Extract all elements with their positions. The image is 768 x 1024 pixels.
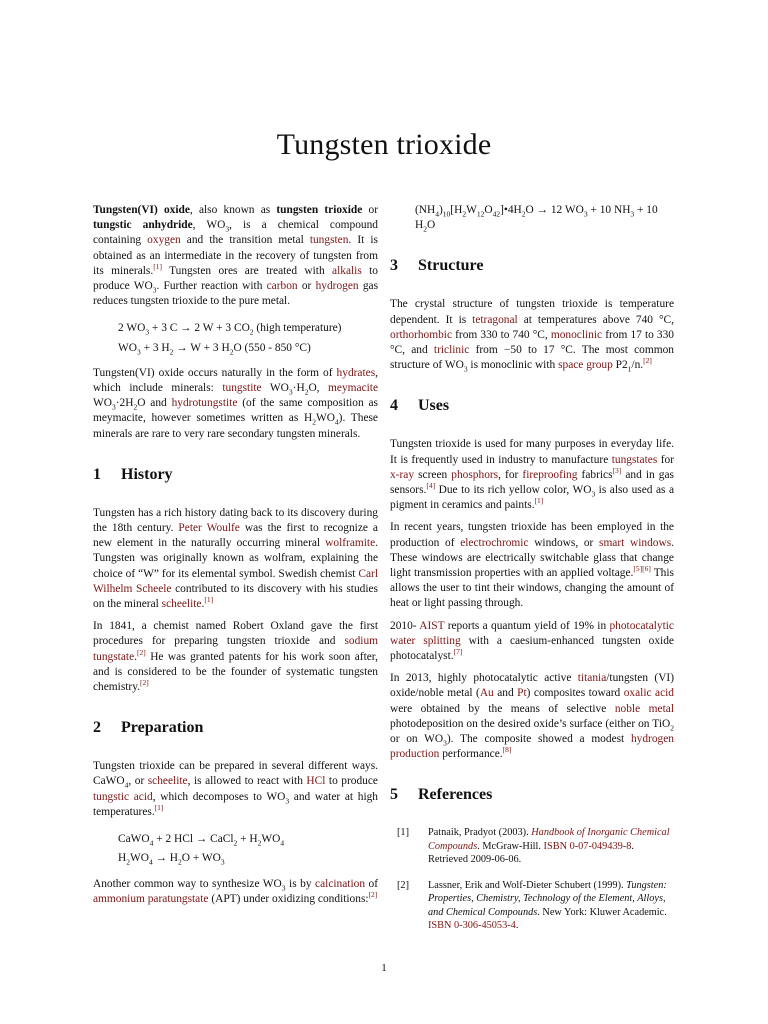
subscript: 3 [583, 209, 588, 219]
reference-item: [2] Lassner, Erik and Wolf-Dieter Schubert (1999). Tungsten: Properties, Chemistry, Technology of the Element, Alloys, and Chemical Compounds. New York: Kluwer Academic. ISBN 0-306-45053-4. [397, 879, 667, 932]
uses-paragraph: In recent years, tungsten trioxide has been employed in the production of electrochromic windows, or smart windows. These windows are electrically switchable glass that change light transmission properties with an applied voltage.[5][6] This allows the user to tint their windows, changing the amount of heat or light passing through. [390, 521, 674, 610]
preparation-paragraph: Tungsten trioxide can be prepared in several different ways. CaWO$_4$, or scheelite, is allowed to react with HCl to produce tungstic acid, which decomposes to $WO_3$ and water at high temperatures.[1] [93, 760, 378, 818]
subscript: 3 [220, 857, 225, 867]
wiki-link[interactable]: meymacite [328, 382, 379, 395]
subscript: 2 [133, 402, 138, 412]
wiki-link[interactable]: AIST [419, 619, 445, 632]
wiki-link[interactable]: scheelite [161, 598, 202, 611]
subscript: 2 [126, 857, 130, 867]
wiki-link[interactable]: scheelite [147, 775, 188, 788]
subscript: 3 [463, 364, 468, 374]
section-heading-uses: 4 Uses [390, 397, 450, 415]
subscript: 42 [492, 209, 501, 219]
wiki-link[interactable]: hydrogen [315, 280, 359, 293]
history-paragraph: Tungsten has a rich history dating back to its discovery during the 18th century. Peter Woulfe was the first to recognize a new element in the naturally occurring mineral wolframite. Tungsten was originally known as wolfram, explaining the choice of “W” for its elemental symbol. Swedish chemist Carl Wilhelm Scheele contributed to its discovery with his studies on the mineral scheelite.[1] [93, 506, 378, 611]
equation: $H_2WO_4 \to H_2O + WO_3$ [118, 852, 225, 867]
wiki-link[interactable]: space group [558, 359, 613, 372]
wiki-link[interactable]: wolframite [325, 537, 376, 550]
book-link[interactable]: Handbook of Inorganic Chemical Compounds [428, 827, 670, 852]
wiki-link[interactable]: ISBN 0-07-049439-8 [543, 840, 632, 852]
wiki-link[interactable]: carbon [266, 280, 298, 293]
subscript: 2 [423, 224, 427, 234]
citation-link[interactable]: [1] [204, 595, 214, 605]
subscript: 3 [285, 795, 290, 805]
bold-term: Tungsten(VI) oxide [93, 204, 190, 216]
wiki-link[interactable]: tetragonal [472, 313, 518, 326]
page-title: Tungsten trioxide [276, 128, 492, 162]
subscript: 2 [257, 838, 262, 848]
subscript: 3 [225, 224, 230, 234]
subscript: 2 [312, 417, 316, 427]
wiki-link[interactable]: phosphors [451, 468, 499, 481]
equation: $(NH_4)_{10}[H_2W_{12}O_{42}]•4H_2O \to 12$ $WO_3 + 10$ $NH_3 + 10$ $H_2O$ [415, 204, 658, 234]
wiki-link[interactable]: oxygen [147, 234, 181, 247]
wiki-link[interactable]: ammonium paratungstate [93, 892, 209, 905]
minerals-paragraph: Tungsten(VI) oxide occurs naturally in the form of hydrates, which include minerals: tungstite $WO_3\cdot H_2O$, meymacite $WO_3\cdot 2H_2O$ and hydrotungstite (of the same composition as meymacite, however sometimes written as $H_2WO_4$). These minerals are rare to very rare secondary tungsten minerals. [93, 366, 379, 440]
wiki-link[interactable]: Pt [517, 687, 527, 700]
subscript: 3 [288, 387, 293, 397]
wiki-link[interactable]: x-ray [390, 468, 415, 481]
subscript: 2 [229, 346, 234, 356]
citation-link[interactable]: [8] [502, 745, 512, 755]
subscript: 4 [280, 838, 285, 848]
citation-link[interactable]: [5][6] [633, 564, 651, 574]
citation-link[interactable]: [1] [153, 262, 162, 272]
subscript: 2 [169, 346, 174, 356]
italic-title: Tungsten: Properties, Chemistry, Technology of the Element, Alloys, and Chemical Compounds [428, 879, 667, 918]
uses-paragraph: Tungsten trioxide is used for many purposes in everyday life. It is frequently used in industry to manufacture tungstates for x-ray screen phosphors, for fireproofing fabrics[3] and in gas sensors.[4] Due to its rich yellow color, $WO_3$ is also used as a pigment in ceramics and paints.[1] [390, 438, 674, 512]
citation-link[interactable]: [1] [534, 496, 544, 506]
wiki-link[interactable]: titania [577, 672, 607, 685]
wiki-link[interactable]: hydrotungstite [171, 397, 238, 410]
section-heading-preparation: 2 Preparation [93, 719, 204, 737]
subscript: 2 [249, 327, 254, 337]
wiki-link[interactable]: tungsten [309, 234, 349, 247]
subscript: 10 [442, 209, 451, 219]
citation-link[interactable]: [2] [368, 889, 378, 899]
wiki-link[interactable]: tungstates [611, 453, 658, 466]
subscript: 4 [148, 857, 153, 867]
subscript: 2 [521, 209, 526, 219]
page-number: 1 [381, 962, 387, 974]
wiki-link[interactable]: tungstic acid [93, 790, 153, 803]
citation-link[interactable]: [7] [453, 647, 463, 657]
equation: $WO_3 + 3$ $H_2 \to W + 3$ $H_2O$ (550 - 850 °C) [118, 341, 311, 356]
history-paragraph: In 1841, a chemist named Robert Oxland gave the first procedures for preparing tungsten trioxide and sodium tungstate.[2] He was granted patents for his work soon after, and is considered to be the founder of systematic tungsten chemistry.[2] [93, 620, 378, 694]
wiki-link[interactable]: alkalis [332, 264, 362, 277]
uses-paragraph: In 2013, highly photocatalytic active titania/tungsten (VI) oxide/noble metal (Au and Pt) composites toward oxalic acid were obtained by the means of selective noble metal photodeposition on the desired oxide’s surface (either on TiO$_2$ or on $WO_3$). The composite showed a modest hydrogen production performance.[8] [390, 672, 675, 761]
wiki-link[interactable]: triclinic [433, 344, 470, 357]
citation-link[interactable]: [4] [426, 481, 436, 491]
wiki-link[interactable]: Au [479, 687, 494, 700]
subscript: 3 [591, 489, 596, 499]
wiki-link[interactable]: oxalic acid [623, 687, 674, 700]
citation-link[interactable]: [2] [136, 647, 146, 657]
wiki-link[interactable]: noble metal [614, 702, 674, 715]
subscript: 3 [281, 882, 286, 892]
wiki-link[interactable]: monoclinic [550, 328, 603, 341]
subscript: 3 [630, 209, 635, 219]
wiki-link[interactable]: hydrates [336, 366, 376, 379]
subscript: 4 [149, 838, 154, 848]
subscript: 2 [670, 723, 674, 733]
wiki-link[interactable]: Carl Wilhelm Scheele [93, 567, 378, 595]
wiki-link[interactable]: sodium tungstate [93, 635, 378, 663]
citation-link[interactable]: [2] [643, 356, 652, 366]
wiki-link[interactable]: Peter Woulfe [178, 522, 240, 535]
subscript: 3 [136, 346, 141, 356]
subscript: 2 [462, 209, 467, 219]
subscript: 3 [111, 402, 116, 412]
reference-item: [1] Patnaik, Pradyot (2003). Handbook of Inorganic Chemical Compounds. McGraw-Hill. ISBN 0-07-049439-8. Retrieved 2009-06-06. [397, 827, 670, 866]
preparation-equations [118, 832, 378, 866]
citation-link[interactable]: [1] [154, 803, 164, 813]
subscript: 2 [178, 857, 182, 867]
structure-paragraph: The crystal structure of tungsten trioxide is temperature dependent. It is tetragonal at temperatures above 740 °C, orthorhombic from 330 to 740 °C, monoclinic from 17 to 330 °C, and triclinic from −50 to 17 °C. The most common structure of $WO_3$ is monoclinic with space group $P2_1/n.[2]$ [390, 298, 675, 374]
wiki-link[interactable]: hydrogen production [390, 733, 674, 761]
wiki-link[interactable]: electrochromic [460, 536, 529, 549]
wiki-link[interactable]: ISBN 0-306-45053-4 [428, 920, 516, 932]
subscript: 4 [124, 780, 129, 790]
subscript: 12 [476, 209, 485, 219]
subscript: 2 [233, 838, 238, 848]
wiki-link[interactable]: calcination [315, 877, 366, 890]
section-heading-structure: 3 Structure [390, 257, 484, 275]
bold-term: tungsten trioxide [276, 204, 363, 216]
wiki-link[interactable]: orthorhombic [390, 328, 453, 341]
right-column [390, 203, 674, 945]
citation-link[interactable]: [2] [140, 678, 149, 688]
subscript: 1 [627, 364, 632, 374]
intro-paragraph: Tungsten(VI) oxide, also known as tungsten trioxide or tungstic anhydride, $WO_3$, is a chemical compound containing oxygen and the transition metal tungsten. It is obtained as an intermediate in the recovery of tungsten from its minerals.[1] Tungsten ores are treated with alkalis to produce $WO_3$. Further reaction with carbon or hydrogen gas reduces tungsten trioxide to the pure metal. [93, 204, 378, 308]
subscript: 4 [334, 417, 339, 427]
subscript: 3 [145, 327, 150, 337]
subscript: 3 [443, 738, 447, 748]
equation: 2 $WO_3 + 3$ C → 2 W + 3 $CO_2$ (high temperature) [118, 322, 342, 337]
subscript: 4 [435, 209, 439, 219]
bold-term: tungstic anhydride [93, 219, 193, 232]
wiki-link[interactable]: tungstite [222, 382, 262, 395]
preparation-paragraph: Another common way to synthesize $WO_3$ is by calcination of ammonium paratungstate (APT) under oxidizing conditions:[2] [93, 877, 379, 905]
reduction-equations [118, 321, 378, 355]
left-column [93, 203, 378, 914]
wiki-link[interactable]: photocatalytic water splitting [390, 619, 674, 647]
wiki-link[interactable]: smart windows [599, 536, 672, 549]
subscript: 2 [304, 387, 309, 397]
section-heading-references: 5 References [390, 786, 493, 804]
citation-link[interactable]: [3] [612, 466, 622, 476]
equation: CaWO$_4$ + 2 HCl → CaCl$_2$ + $H_2WO_4$ [118, 833, 285, 848]
section-heading-history: 1 History [93, 465, 173, 483]
wiki-link[interactable]: fireproofing [522, 468, 578, 481]
wiki-link[interactable]: HCl [306, 775, 326, 788]
uses-paragraph: 2010- AIST reports a quantum yield of 19% in photocatalytic water splitting with a caesium-enhanced tungsten oxide photocatalyst.[7] [390, 619, 674, 663]
subscript: 3 [152, 285, 157, 295]
